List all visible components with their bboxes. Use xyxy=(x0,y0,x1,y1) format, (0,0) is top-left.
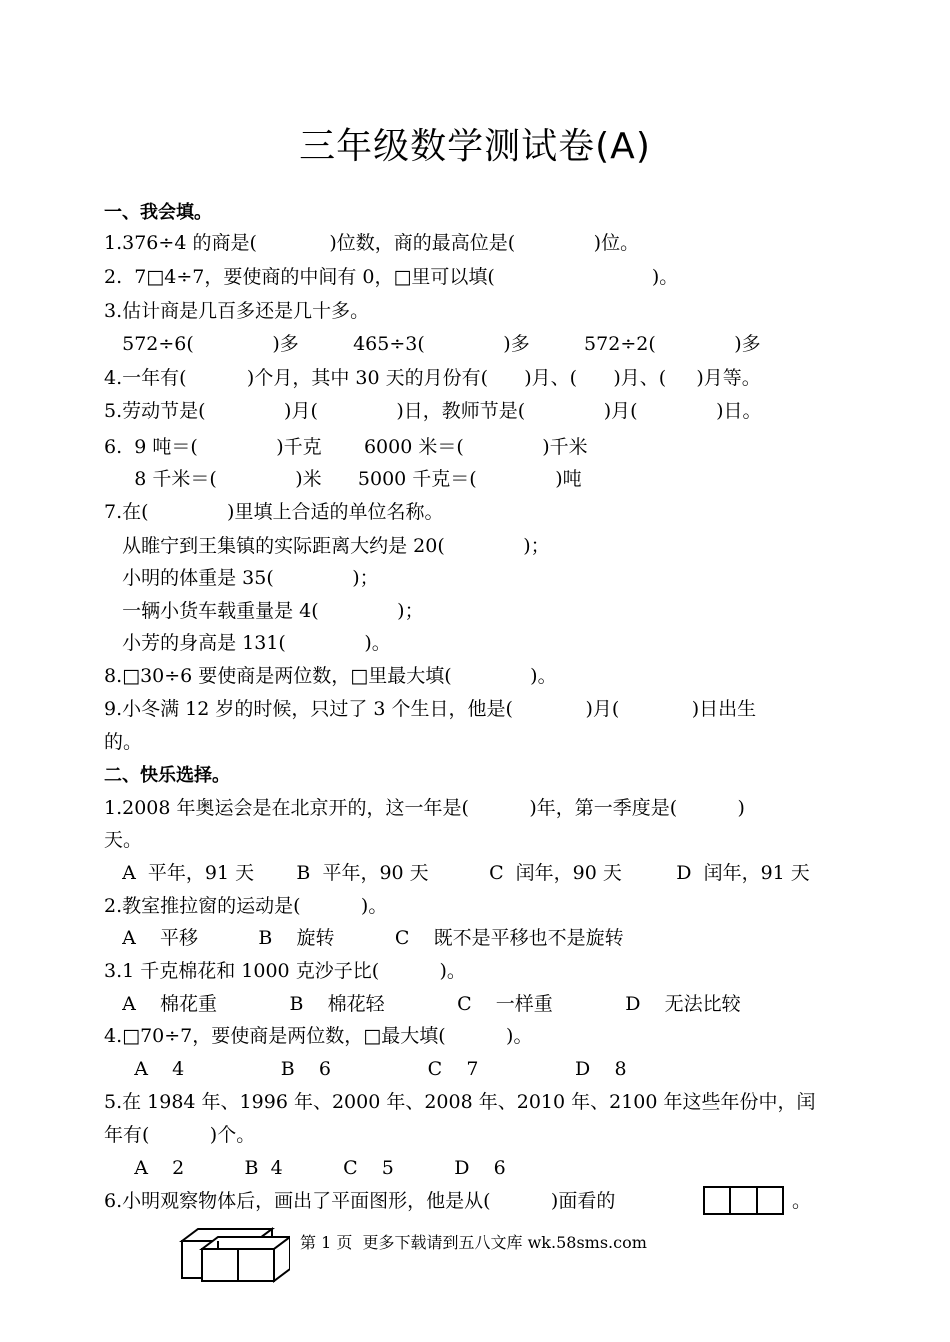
question-line: 3.估计商是几百多还是几十多。 xyxy=(104,300,370,322)
question-line: 从睢宁到王集镇的实际距离大约是 20( )； xyxy=(104,535,550,557)
question-line: 8.□30÷6 要使商是两位数，□里最大填( )。 xyxy=(104,665,557,687)
question-line: 4.一年有( )个月，其中 30 天的月份有( )月、( )月、( )月等。 xyxy=(104,367,761,389)
question-line: 3.1 千克棉花和 1000 克沙子比( )。 xyxy=(104,960,466,982)
question-line: 5.劳动节是( )月( )日，教师节是( )月( )日。 xyxy=(104,400,762,422)
question-line: 小芳的身高是 131( )。 xyxy=(104,632,391,654)
question-line-end: 。 xyxy=(792,1190,812,1212)
option-line: A 平年，91 天 B 平年，90 天 C 闰年，90 天 D 闰年，91 天 xyxy=(104,862,810,884)
question-line: 1.2008 年奥运会是在北京开的，这一年是( )年，第一季度是( ) xyxy=(104,797,745,819)
question-line: 9.小冬满 12 岁的时候，只过了 3 个生日，他是( )月( )日出生 xyxy=(104,698,757,720)
answer-squares-figure xyxy=(703,1186,784,1215)
question-line: 2.教室推拉窗的运动是( )。 xyxy=(104,895,388,917)
question-line: 一辆小货车载重量是 4( )； xyxy=(104,600,424,622)
question-line: 1.376÷4 的商是( )位数，商的最高位是( )位。 xyxy=(104,232,640,254)
question-line: 6.小明观察物体后，画出了平面图形，他是从( )面看的 xyxy=(104,1190,616,1212)
question-line: 6. 9 吨＝( )千克 6000 米＝( )千米 xyxy=(104,436,588,458)
question-line: 572÷6( )多 465÷3( )多 572÷2( )多 xyxy=(104,333,761,355)
page-footer: 第 1 页 更多下载请到五八文库 wk.58sms.com xyxy=(300,1233,647,1252)
question-line: 2. 7□4÷7，要使商的中间有 0，□里可以填( )。 xyxy=(104,266,679,288)
question-line: 年有( )个。 xyxy=(104,1124,256,1146)
question-line: 7.在( )里填上合适的单位名称。 xyxy=(104,501,444,523)
question-line: 的。 xyxy=(104,731,143,753)
page-title: 三年级数学测试卷(A) xyxy=(299,126,651,167)
section-heading-fill: 一、我会填。 xyxy=(104,202,212,223)
option-line: A 2 B 4 C 5 D 6 xyxy=(104,1157,506,1179)
question-line: 5.在 1984 年、1996 年、2000 年、2008 年、2010 年、2100 年这些年份中，闰 xyxy=(104,1091,816,1113)
cube-stack-figure xyxy=(178,1225,290,1283)
option-line: A 棉花重 B 棉花轻 C 一样重 D 无法比较 xyxy=(104,993,741,1015)
section-heading-choice: 二、快乐选择。 xyxy=(104,765,230,786)
question-line: 4.□70÷7，要使商是两位数，□最大填( )。 xyxy=(104,1025,533,1047)
option-line: A 4 B 6 C 7 D 8 xyxy=(104,1058,627,1080)
question-line: 8 千米＝( )米 5000 千克＝( )吨 xyxy=(104,468,582,490)
question-line: 小明的体重是 35( )； xyxy=(104,567,379,589)
option-line: A 平移 B 旋转 C 既不是平移也不是旋转 xyxy=(104,927,624,949)
question-line: 天。 xyxy=(104,829,143,851)
